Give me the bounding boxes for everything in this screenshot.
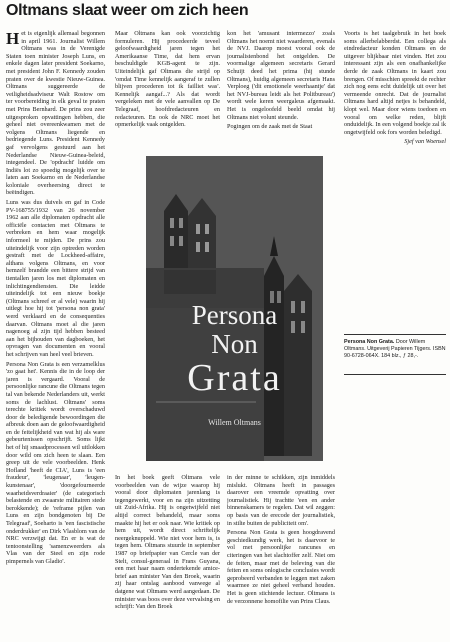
cover-title-line: Persona bbox=[191, 300, 278, 330]
info-divider bbox=[344, 334, 446, 335]
paragraph-text: et is eigenlijk allemaal begonnen in april 1961. Journalist Willem Oltmans was in de Verenigde Staten toen minister Joseph Luns, en enkele dagen later president Soekarno, met president John F. Kennedy zouden praten over de kwestie Nieuw-Guinea. Oltmans suggereerde de veiligheidsadviseur Walt Rostow om ter voorbereiding in elk geval te praten met Prins Bernhard. De prins zou zeer uitgesproken opvattingen hebben, die geheel niet overeenkwamen met de volgens Oltmans liegende en bedriegende Luns. President Kennedy gaf vervolgens gestuurd aan het Nederlandse Nieuw-Guinea-beleid, integendeel. De 'opdracht' luidde om Indiës lot zo spoedig mogelijk over te laten aan Soekarno en de Nederlandse koloniale overheersing direct te beëindigen. bbox=[6, 30, 105, 197]
paragraph: Luns was dus duivels en gaf in Code PV-168755/1932 van 26 november 1962 aan alle diplomaten opdracht alle officiële contacten met Oltmans te verbreken en hem waar mogelijk informeel te mijden. De prins zou uiteindelijk voor zijn optreden worden gestraft met de Lockheed-affaire, althans volgens Oltmans, en voor hemzelf brandde een bittere strijd van tientallen jaren los met diplomaten en inlichtingendiensten. Die leidde uiteindelijk tot een nieuw boekje (Oltmans schreef er al vele) waarin hij uitlegt hoe hij tot 'persona non grata' werd verklaard en de consequenties daarvan. Oltmans moet al die jaren nagenoeg al zijn tijd hebben besteed aan het bijhouden van dagboeken, het opvragen van documenten en vooral het schrijven van heel veel brieven. bbox=[6, 199, 105, 358]
article-column-3-bottom bbox=[227, 474, 335, 638]
article-column-4-top bbox=[344, 30, 446, 300]
cover-title-line: Grata bbox=[187, 357, 282, 399]
paragraph: kon het 'amusant intermezzo' zoals Oltmans het noemt niet waarderen, evenals de NVJ. Daarop moest vooral ook de journalistenbond het ontgelden. De voormalige algemeen secretaris Gerard Schuijt deed het prima (hij stunde Oltmans), huidig algemeen secretaris Hans Verploeg ('dit emotionele weerhaantje' dat het NVJ-bureau leidt als het Politbureau') wordt wele keren weergaleus afgemaakt. Het is ongeloofeld beeld omdat hij Oltmans niet volunt steunde. bbox=[227, 30, 335, 121]
paragraph: Pogingen om de zaak met de Staat bbox=[227, 123, 313, 131]
paragraph: In het boek geeft Oltmans vele voorbeelden van de wijze waarop hij vooral door diplomaten jarenlang is tegengewerkt, voor en na zijn uitzetting uit Zuid-Afrika. Hij is ongetwijfeld niet altijd correct behandeld, maar soms maakte hij het er ook naar. Wie kritiek op hem uit, wordt direct schriftelijk neergeknuppeld. Wie niet voor hem is, is tegen hem. Oltmans stuurde in september 1987 op briefpapier van Cercle van der Stelt, consul-generaal in Frans Guyana, een met haar naam ondertekende amice-brief aan minister Van den Broek, waarin zij haar ontslag aanbood vanwege al datgene wat Oltmans werd aangedaan. De minister was boos over deze vervalsing en schrijft: Van den Broek bbox=[115, 474, 220, 611]
author-signature: Sjef van Woensel bbox=[404, 138, 446, 146]
book-info-title: Persona Non Grata. bbox=[344, 339, 395, 345]
cover-author: Willem Oltmans bbox=[208, 418, 261, 427]
article-headline: Oltmans slaat weer om zich heen bbox=[6, 2, 249, 19]
paragraph: Persona Non Grata is een verzamelklus 'zo gaat het'. Kennis die in de loop der jaren is vergaard. Vooral de persoonlijke rancune die Oltmans tegen tal van bekende Nederlanders uit, werkt soms de lachlust. Oltmans' soms terechte kritiek wordt overschaduwd door de beledigende bewoordingen die afbreuk doen aan de geloofwaardigheid en de feitelijkheid van wat hij als ware gebeurtenissen opschrijft. Soms lijkt het of hij smaadprocessen wil uitlokken door wild om zich heen te slaan. Een greep uit de vele voorbeelden. Henk Hofland 'heeft de CIA', Luns is 'een fraudeur', 'leugenaar', 'leugen-kunstenaar', 'doorgefourneerde waarheidsverdraaier' (de categorisch belastende en zwaarste militairen stede berokkende); de 'reframe pijlen van Luns en zijn bondgenoten bij De Telegraaf', Soeharto is 'een fascistische onderdrukker' en Dirk Vlasblom van de NRC verzwijgt dat. En er is wat de tentoonstelling 'samenzweerders als Vlas van der Steel en zijn rode pimpernels van Gladio'. bbox=[6, 360, 105, 565]
book-cover-image bbox=[146, 156, 323, 461]
paragraph: Persona Non Grata is geen hoogdravend geschiedkundig werk, het is daarvoor te vol met persoonlijke rancunes en citeringen van het slachtoffer zelf. Niet om de feiten, maar met de beleving van die feiten en soms onlogische conclusies wordt geprobeerd verbanden te leggen met zaken waarmee ze niet geheel verband houden. Het is geen stichtende lectuur. Oltmans is de verzonnene homofilie van Prins Claus. bbox=[227, 529, 335, 605]
article-column-1 bbox=[6, 30, 105, 638]
cover-title-line: Non bbox=[211, 329, 258, 359]
paragraph bbox=[6, 30, 105, 197]
info-divider bbox=[344, 374, 446, 375]
paragraph: Maar Oltmans kan ook voorzichtig formuleren. Hij procedeerde teveel geloofwaardigheid jaren tegen het Amerikaanse Time, dat hem ervan beschuldigde KGB-agent te zijn. Uiteindelijk gaf Oltmans die strijd op 'omdat Time kennelijk aangeraf te zullen blijven procederen tot ik failliet was'. Kennelijk aangaf...? Als dat wordt vergeleken met de vele aanvallen op De Telegraaf, hoofdredacteuren en redacteuren. En ook de NRC moet het opmerkelijk vaak ontgelden. bbox=[115, 30, 220, 129]
paragraph: in der minne te schikken, zijn inmiddels mislukt. Oltmans heeft in passages daarover een vreemde opvatting over journalistiek. Hij trachtte 'een en ander binnenskamers te regelen. Dat wil zeggen: op basis van de erecode der journalistiek, in stilte buiten de publiciteit om'. bbox=[227, 474, 335, 527]
book-info bbox=[344, 339, 446, 371]
paragraph: Voorts is het taalgebruik in het boek soms allerbelabberdst. Een collega als eindredacteur konden Oltmans en de uitgever blijkbaar niet vinden. Het zou interessant zijn als een onafhankelijke derde de zaak Oltmans in kaart zou brengen. Of misschien spreekt de rechter zich nog eens echt duidelijk uit over het vermeende onrecht. Dat de journalist Oltmans hard altijd netjes is behandeld, klopt wel. Maar door wiens toedoen en vooral om welke reden, blijft onduidelijk. In een volgend boekje zal ik ongetwijfeld ook fors worden beledigd. bbox=[344, 30, 446, 136]
article-column-2-top bbox=[115, 30, 220, 146]
article-column-3-top bbox=[227, 30, 335, 146]
article-column-2-bottom bbox=[115, 474, 220, 638]
book-info-details: Door Willem Oltmans. Uitgeverij Papieren Tijgers. ISBN 90-6728-064X. 184 blz., ƒ 28,-. bbox=[344, 339, 446, 359]
drop-cap: H bbox=[6, 30, 20, 48]
